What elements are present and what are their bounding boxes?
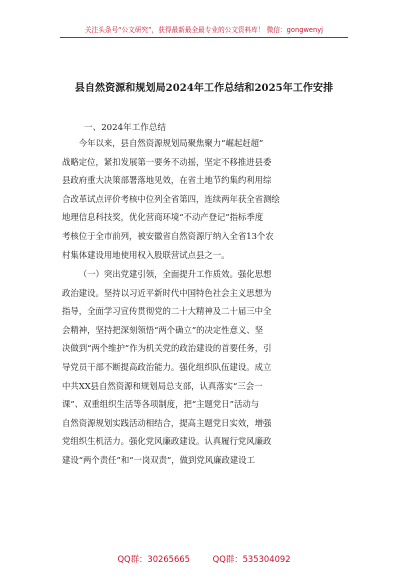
text-line: 课”、双重组织生活等各项制度，把“主题党日”活动与 xyxy=(62,399,260,410)
section-heading: 一、2024年工作总结 xyxy=(84,123,167,133)
text-line: 政治建设。坚持以习近平新时代中国特色社会主义思想为 xyxy=(62,287,272,298)
text-line: 今年以来，县自然资源规划局聚焦聚力“崛起赶超” xyxy=(78,138,264,148)
text-line: 导党员干部不断提高政治能力。强化组织队伍建设。成立 xyxy=(62,361,272,372)
text-line: （一）突出党建引领，全面提升工作质效。强化思想 xyxy=(78,269,272,279)
text-line: 战略定位，紧扣发展第一要务不动摇，坚定不移推进县委 xyxy=(62,156,272,167)
document-title: 县自然资源和规划局2024年工作总结和2025年工作安排 xyxy=(74,83,334,94)
text-line: 考核位于全市前列，被安徽省自然资源厅纳入全省13个农 xyxy=(62,230,274,241)
text-line: 地理信息科技奖，优化营商环境“不动产登记”指标季度 xyxy=(62,212,264,223)
text-line: 党组织生机活力。强化党风廉政建设。认真履行党风廉政 xyxy=(62,436,272,447)
text-line: 村集体建设用地使用权入股联营试点县之一。 xyxy=(62,249,230,260)
paragraph-1 xyxy=(62,134,350,264)
text-line: 指导，全面学习宣传贯彻党的二十大精神及二十届三中全 xyxy=(62,306,272,317)
text-line: 合改革试点评价考核中位列全省第四，连续两年获全省测绘 xyxy=(62,193,280,204)
footer-contacts xyxy=(0,553,408,565)
footer-qq-group-1: QQ群：30265665 xyxy=(117,554,190,564)
text-line: 建设“两个责任”和“一岗双责”，做到党风廉政建设工 xyxy=(62,454,255,465)
paragraph-2 xyxy=(62,265,350,470)
header-divider xyxy=(60,37,348,38)
header-banner: 关注头条号“公文研究”，获得最新最全最专业的公文资料库！ 微信：gongwenyj xyxy=(84,26,324,34)
text-line: 中共XX县自然资源和规划局总支部，认真落实“三会一 xyxy=(62,380,263,391)
text-line: 决做到“两个维护”作为机关党的政治建设的首要任务，引 xyxy=(62,343,272,354)
text-line: 县政府重大决策部署落地见效，在省土地节约集约利用综 xyxy=(62,175,272,186)
text-line: 会精神，坚持把深刻领悟“两个确立”的决定性意义、坚 xyxy=(62,324,264,335)
footer-qq-group-2: QQ群：535304092 xyxy=(212,554,291,564)
text-line: 自然资源规划实践活动相结合，提高主题党日实效，增强 xyxy=(62,417,272,428)
